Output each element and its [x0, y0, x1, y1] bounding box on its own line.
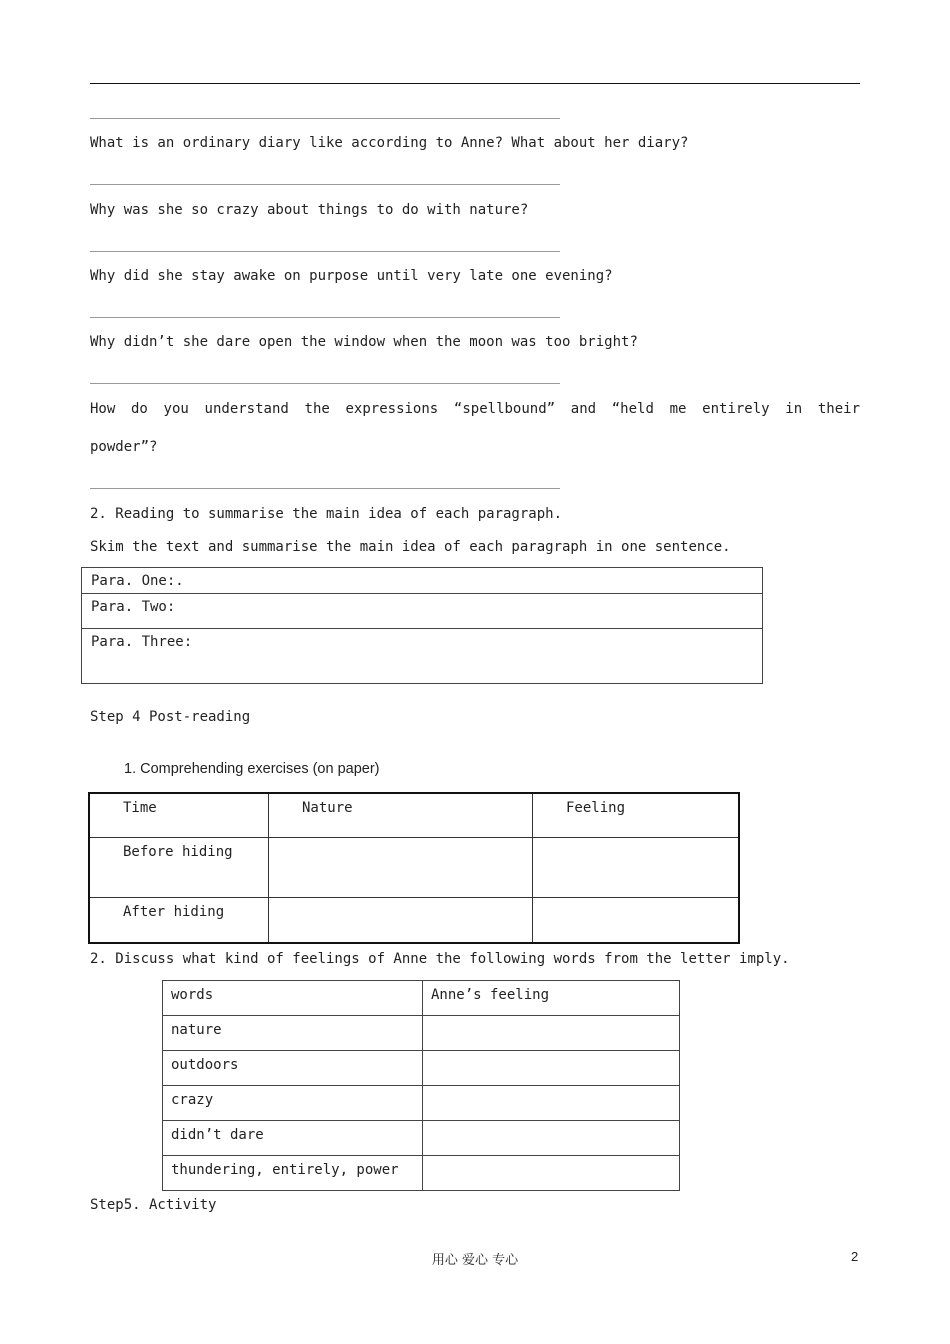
step-5-heading: Step5. Activity [90, 1197, 217, 1213]
question-4: Why didn’t she dare open the window when the moon was too bright? [90, 334, 638, 350]
header-nature: Nature [269, 793, 533, 837]
after-hiding-nature-cell[interactable] [269, 897, 533, 943]
header-time: Time [89, 793, 269, 837]
answer-line[interactable] [90, 118, 560, 119]
word-cell: crazy [163, 1086, 423, 1121]
page-number: 2 [851, 1249, 859, 1264]
answer-line[interactable] [90, 488, 560, 489]
before-hiding-nature-cell[interactable] [269, 837, 533, 897]
word-cell: didn’t dare [163, 1121, 423, 1156]
question-5: How do you understand the expressions “spellbound” and “held me entirely in their [90, 401, 860, 417]
para-two-cell[interactable]: Para. Two: [82, 594, 763, 629]
word-cell: outdoors [163, 1051, 423, 1086]
answer-line[interactable] [90, 251, 560, 252]
para-one-cell[interactable]: Para. One:. [82, 568, 763, 594]
feeling-cell[interactable] [423, 1086, 680, 1121]
discuss-heading: 2. Discuss what kind of feelings of Anne the following words from the letter imply. [90, 951, 790, 967]
para-three-cell[interactable]: Para. Three: [82, 629, 763, 684]
header-annes-feeling: Anne’s feeling [423, 981, 680, 1016]
feeling-cell[interactable] [423, 1016, 680, 1051]
answer-line[interactable] [90, 317, 560, 318]
page-footer: 用心 爱心 专心 [431, 1253, 519, 1268]
word-feeling-table [162, 980, 680, 1191]
word-cell: nature [163, 1016, 423, 1051]
row-after-hiding: After hiding [89, 897, 269, 943]
header-feeling: Feeling [533, 793, 740, 837]
word-cell: thundering, entirely, power [163, 1156, 423, 1191]
paragraph-summary-table [81, 567, 763, 684]
question-3: Why did she stay awake on purpose until very late one evening? [90, 268, 613, 284]
header-rule [90, 83, 860, 84]
section-2-instruction: Skim the text and summarise the main idea of each paragraph in one sentence. [90, 539, 731, 555]
answer-line[interactable] [90, 383, 560, 384]
question-1: What is an ordinary diary like according to Anne? What about her diary? [90, 135, 689, 151]
exercise-1-heading: 1. Comprehending exercises (on paper) [124, 761, 380, 777]
feeling-cell[interactable] [423, 1051, 680, 1086]
step-4-heading: Step 4 Post-reading [90, 709, 251, 725]
row-before-hiding: Before hiding [89, 837, 269, 897]
feeling-cell[interactable] [423, 1121, 680, 1156]
section-2-heading: 2. Reading to summarise the main idea of each paragraph. [90, 506, 563, 522]
question-5-continued: powder”? [90, 439, 158, 455]
before-hiding-feeling-cell[interactable] [533, 837, 740, 897]
after-hiding-feeling-cell[interactable] [533, 897, 740, 943]
feeling-cell[interactable] [423, 1156, 680, 1191]
question-2: Why was she so crazy about things to do with nature? [90, 202, 529, 218]
comprehension-table [88, 792, 740, 944]
header-words: words [163, 981, 423, 1016]
answer-line[interactable] [90, 184, 560, 185]
